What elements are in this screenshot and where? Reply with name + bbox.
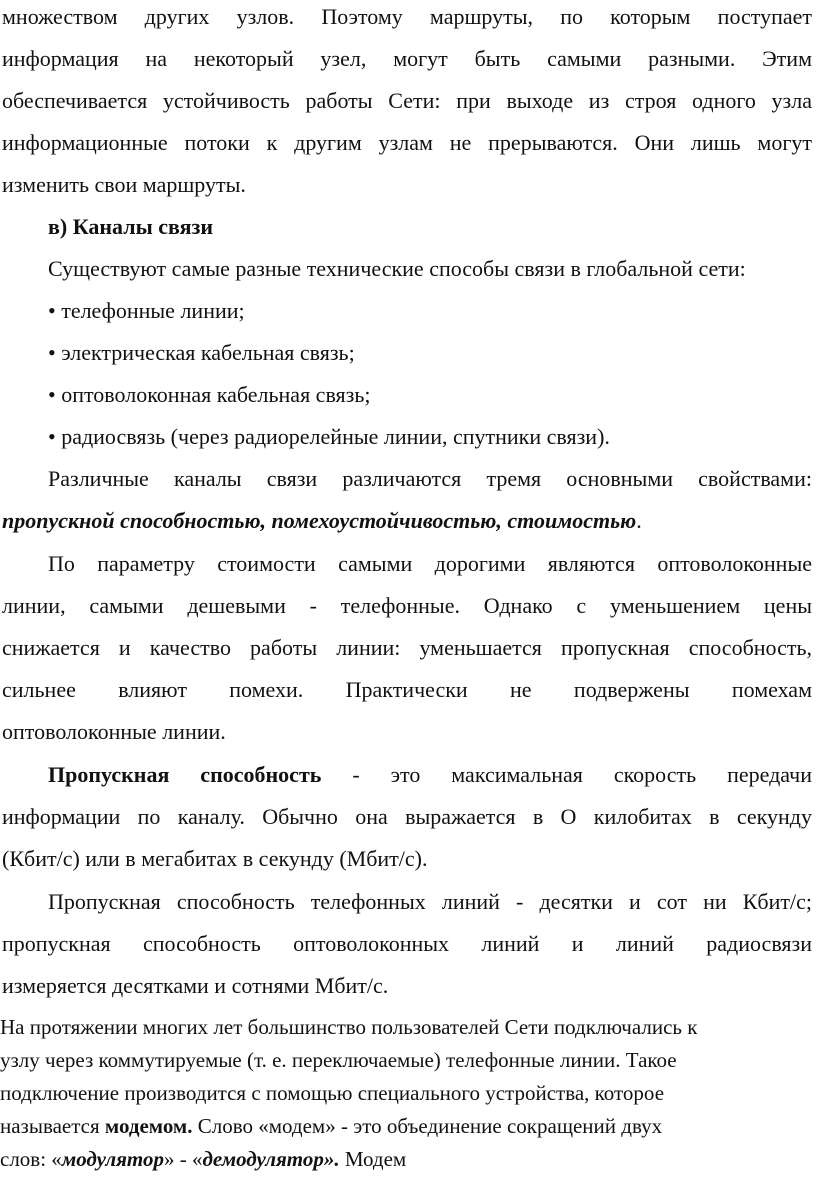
paragraph-line: По параметру стоимости самыми дорогими являются оптоволоконные (48, 551, 812, 576)
text-span: » - « (163, 1147, 203, 1171)
emphasis-text: демодулятор». (202, 1147, 340, 1171)
paragraph-line: линии, самыми дешевыми - телефонные. Однако с уменьшением цены (2, 593, 812, 618)
paragraph-line (2, 510, 812, 532)
paragraph-line: сильнее влияют помехи. Практически не подвержены помехам (2, 677, 812, 702)
paragraph-line: обеспечивается устойчивость работы Сети: при выходе из строя одного узла (2, 88, 812, 113)
text-span: Слово «модем» - это объединение сокращений двух (192, 1114, 663, 1138)
emphasis-text: пропускной способностью, помехоустойчивостью, стоимостью (2, 508, 637, 533)
list-item: • радиосвязь (через радиорелейные линии, спутники связи). (48, 424, 610, 449)
paragraph-line: На протяжении многих лет большинство пользователей Сети подключались к (0, 1015, 698, 1039)
paragraph-line: измеряется десятками и сотнями Мбит/с. (2, 973, 389, 998)
paragraph-line: информационные потоки к другим узлам не прерываются. Они лишь могут (2, 130, 812, 155)
text-span: - это максимальная скорость передачи (321, 762, 812, 787)
term-bold: Пропускная способность (48, 762, 322, 787)
list-item: • оптоволоконная кабельная связь; (48, 382, 371, 407)
text-span: Модем (339, 1147, 407, 1171)
text-span: называется (0, 1114, 105, 1138)
paragraph-line: оптоволоконные линии. (2, 719, 226, 744)
paragraph-line (0, 1149, 810, 1170)
list-item: • электрическая кабельная связь; (48, 340, 355, 365)
paragraph-line: изменить свои маршруты. (2, 172, 246, 197)
paragraph-line: подключение производится с помощью специального устройства, которое (0, 1081, 665, 1105)
text-span: слов: « (0, 1147, 62, 1171)
paragraph-line: узлу через коммутируемые (т. е. переключаемые) телефонные линии. Такое (0, 1048, 677, 1072)
text-span: . (636, 508, 642, 533)
paragraph-line: информации по каналу. Обычно она выражается в О килобитах в секунду (2, 804, 812, 829)
paragraph-line: пропускная способность оптоволоконных линий и линий радиосвязи (2, 931, 812, 956)
intro-line: Существуют самые разные технические способы связи в глобальной сети: (48, 256, 746, 281)
section-heading: в) Каналы связи (48, 214, 214, 239)
paragraph-line: информация на некоторый узел, могут быть самыми разными. Этим (2, 46, 812, 71)
paragraph-line: Пропускная способность телефонных линий - десятки и сот ни Кбит/с; (48, 889, 812, 914)
emphasis-text: модулятор (61, 1147, 164, 1171)
paragraph-line: (Кбит/с) или в мегабитах в секунду (Мбит/с). (2, 846, 428, 871)
paragraph-line: множеством других узлов. Поэтому маршруты, по которым поступает (2, 4, 812, 29)
list-item: • телефонные линии; (48, 298, 245, 323)
paragraph-line: Различные каналы связи различаются тремя основными свойствами: (48, 466, 812, 491)
paragraph-line: снижается и качество работы линии: уменьшается пропускная способность, (2, 635, 812, 660)
paragraph-line (2, 764, 812, 786)
paragraph-line (0, 1116, 810, 1137)
term-bold: модемом. (104, 1114, 193, 1138)
